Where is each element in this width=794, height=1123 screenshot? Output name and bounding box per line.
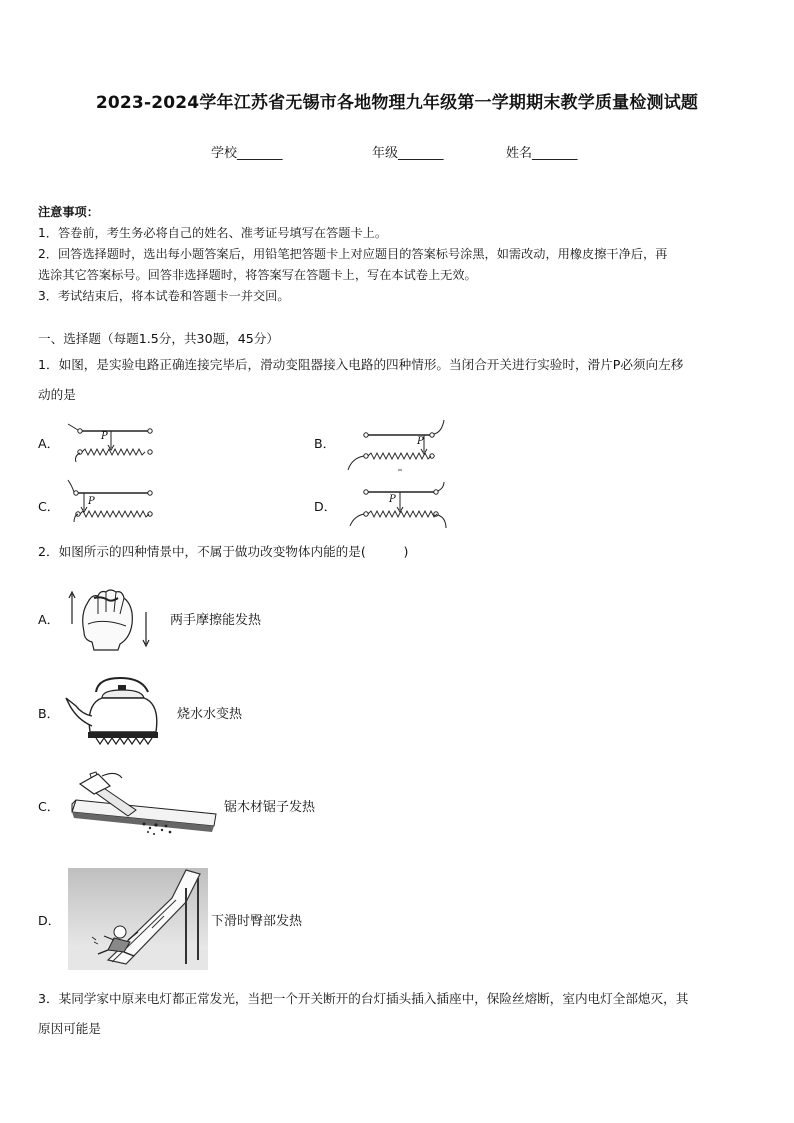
name-field: 姓名_______	[506, 146, 578, 161]
q2-option-c-caption: 锯木材锯子发热	[224, 800, 316, 815]
page-title: 2023-2024学年江苏省无锡市各地物理九年级第一学期期末教学质量检测试题	[95, 93, 699, 113]
question-1-line-1: 1．如图，是实验电路正确连接完毕后，滑动变阻器接入电路的四种情形。当闭合开关进行实验时，滑片P必须向左移	[38, 357, 684, 372]
kettle-image	[62, 676, 162, 746]
q1-option-d-label: D．	[314, 499, 337, 514]
q2-option-a-caption: 两手摩擦能发热	[170, 613, 262, 628]
q1-option-a-diagram	[64, 418, 164, 468]
q2-option-d-label: D．	[38, 913, 61, 928]
q1-option-c-diagram	[64, 480, 164, 530]
q2-option-a-label: A．	[38, 612, 60, 627]
slide-image	[68, 868, 208, 970]
q1-option-b-label: B．	[314, 436, 336, 451]
notes-item-1: 1．答卷前，考生务必将自己的姓名、准考证号填写在答题卡上。	[38, 226, 388, 240]
q1-option-c-label: C．	[38, 499, 60, 514]
grade-field: 年级_______	[372, 146, 444, 161]
question-2-line-1: 2．如图所示的四种情景中，不属于做功改变物体内能的是( )	[38, 544, 409, 559]
q2-option-d-caption: 下滑时臀部发热	[211, 914, 303, 929]
q2-option-c-label: C．	[38, 799, 60, 814]
question-3-line-2: 原因可能是	[38, 1021, 101, 1036]
school-field: 学校_______	[211, 146, 283, 161]
notes-heading: 注意事项：	[38, 205, 99, 219]
q1-option-a-label: A．	[38, 436, 60, 451]
notes-item-3: 3．考试结束后，将本试卷和答题卡一并交回。	[38, 289, 290, 303]
hands-rubbing-image	[64, 584, 154, 654]
notes-item-2-line-2: 选涂其它答案标号。回答非选择题时，将答案写在答题卡上，写在本试卷上无效。	[38, 268, 477, 282]
q1-option-d-diagram	[342, 478, 452, 530]
q1-c-slider-label: P	[88, 496, 95, 507]
q2-option-b-caption: 烧水水变热	[177, 707, 243, 722]
q2-option-b-label: B．	[38, 706, 60, 721]
question-1-line-2: 动的是	[38, 387, 76, 402]
q1-option-b-diagram	[342, 418, 452, 472]
section-heading: 一、选择题（每题1.5分，共30题，45分）	[38, 331, 279, 346]
question-3-line-1: 3．某同学家中原来电灯都正常发光，当把一个开关断开的台灯插头插入插座中，保险丝熔断，室内电灯全部熄灭，其	[38, 991, 689, 1006]
q1-d-slider-label: P	[389, 494, 396, 505]
q1-a-slider-label: P	[101, 431, 108, 442]
saw-wood-image	[66, 770, 216, 840]
q1-b-slider-label: P	[417, 436, 424, 447]
notes-item-2-line-1: 2．回答选择题时，选出每小题答案后，用铅笔把答题卡上对应题目的答案标号涂黑，如需改动，用橡皮擦干净后，再	[38, 247, 668, 261]
